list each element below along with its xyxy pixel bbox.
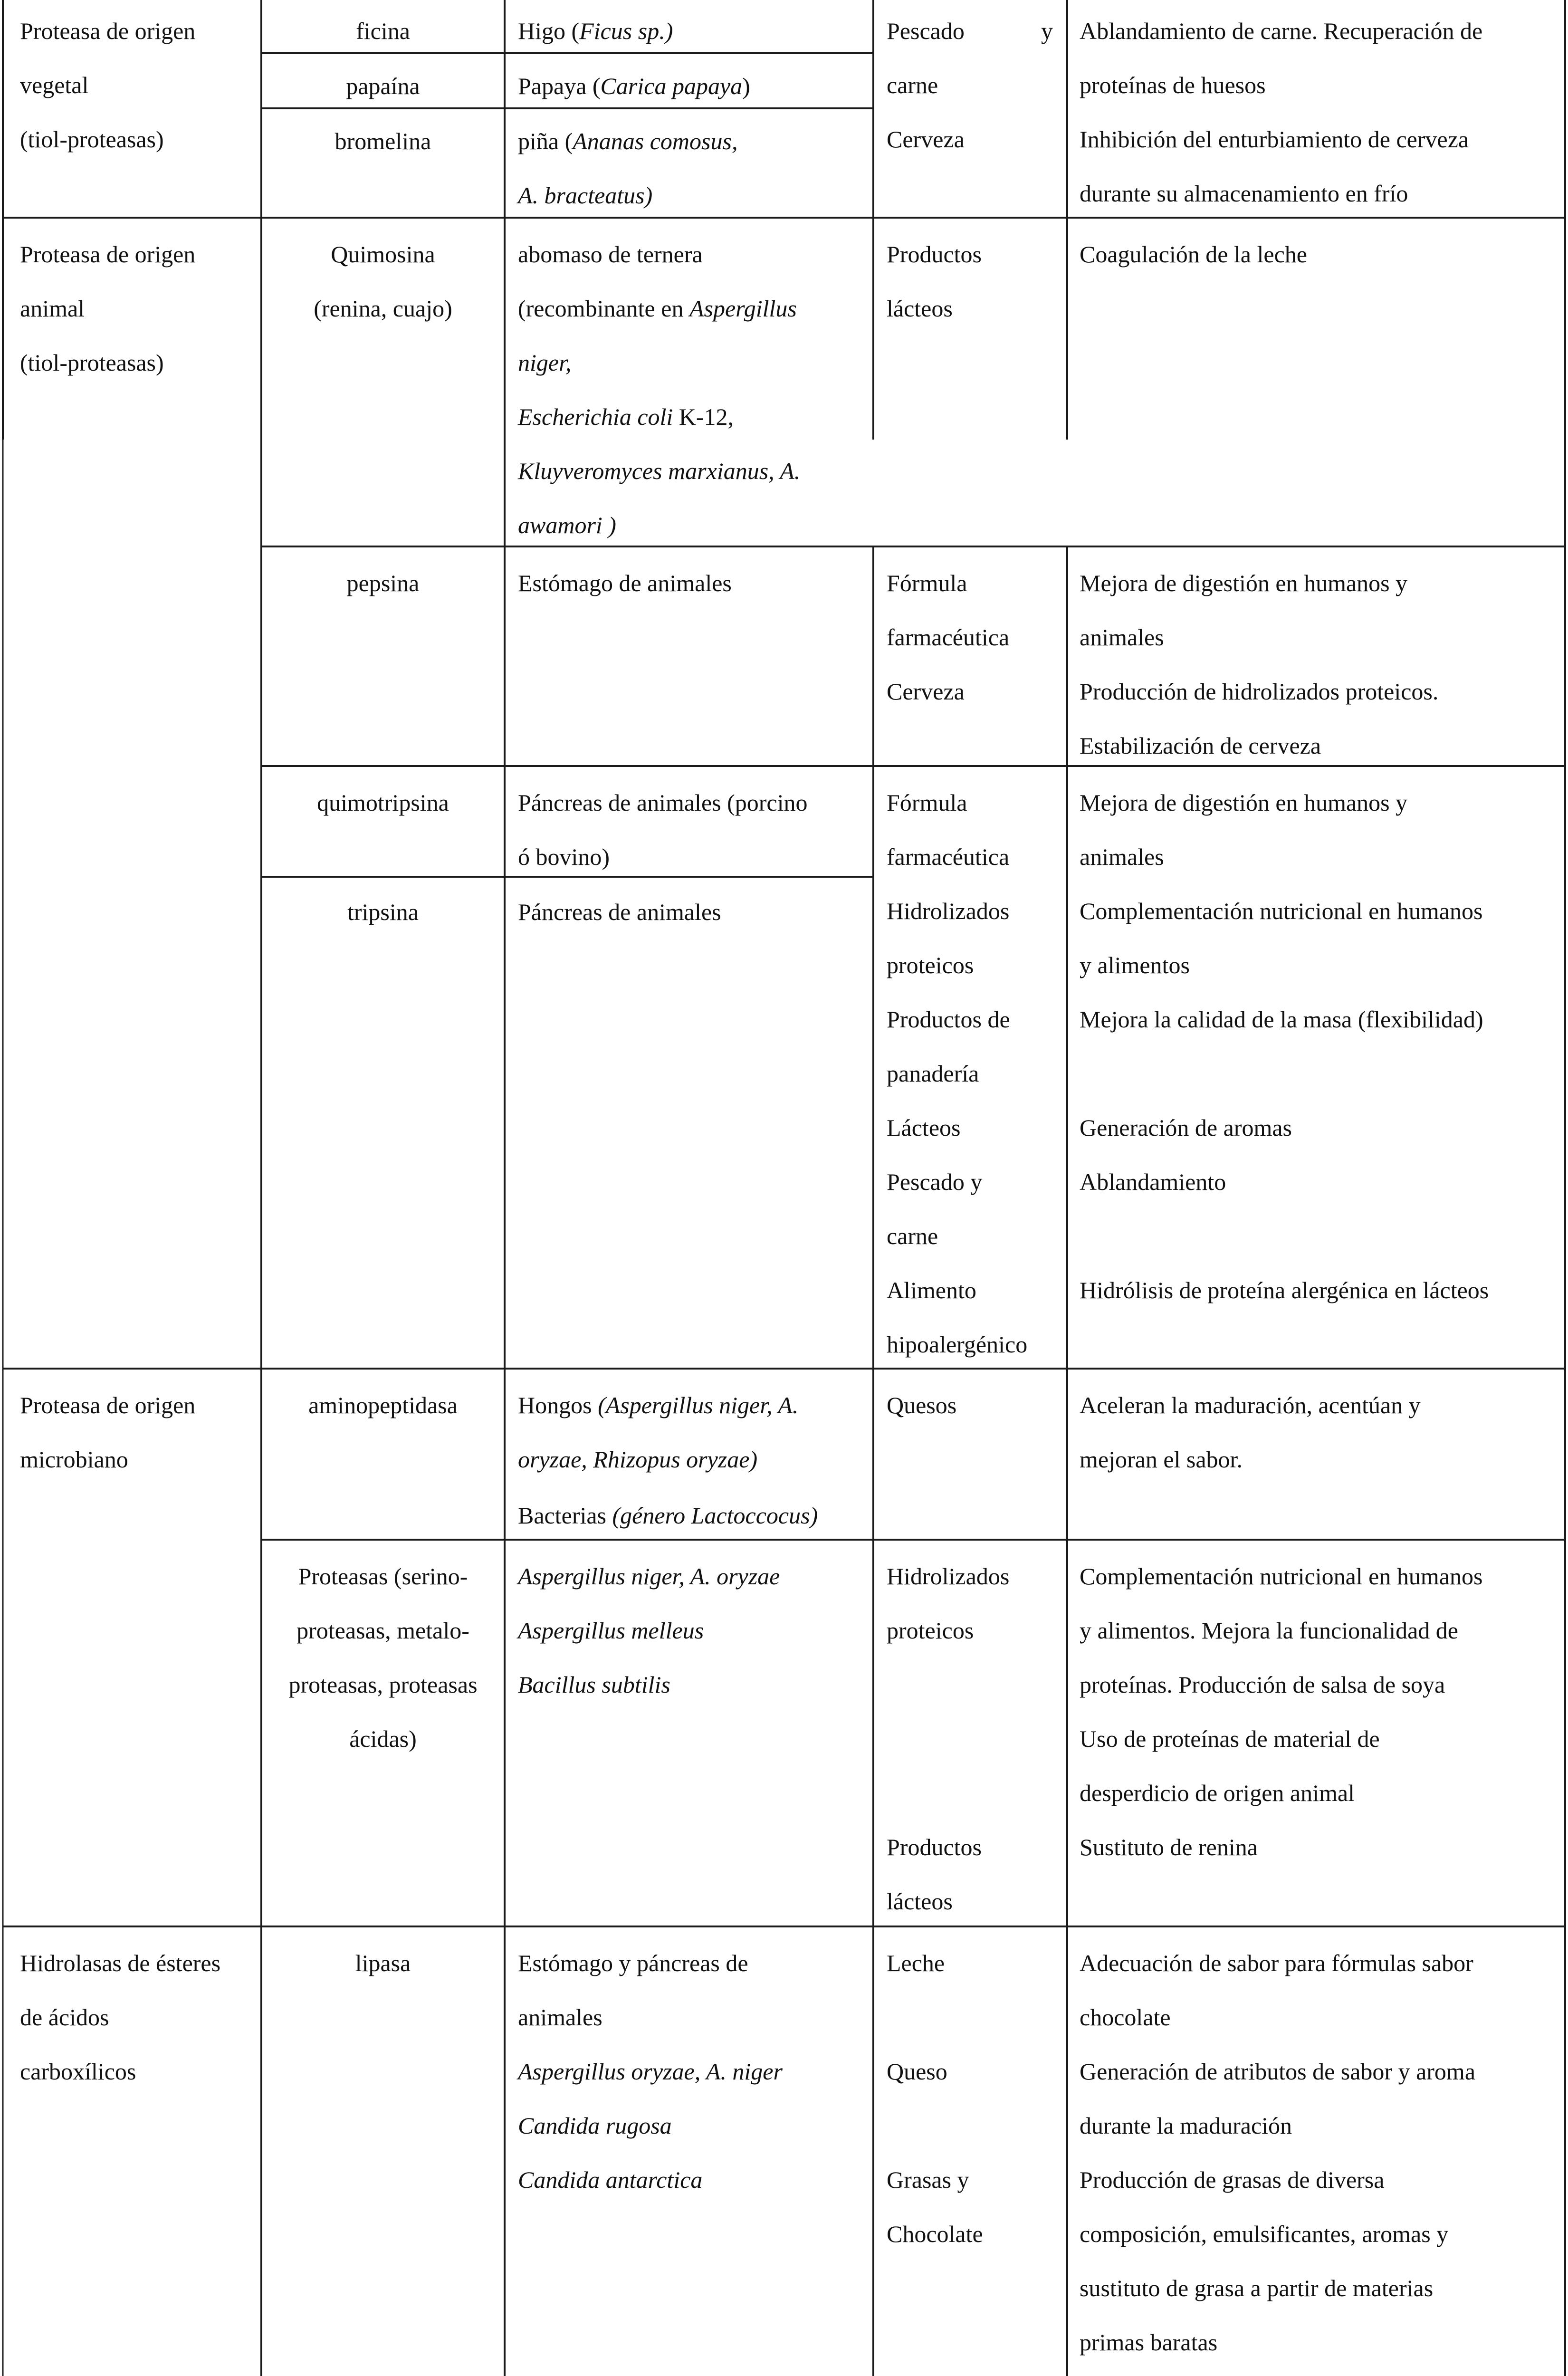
- product-line: carne: [887, 1223, 938, 1249]
- group-label: Hidrolasas de ésteres: [20, 1950, 221, 1976]
- use-line: durante su almacenamiento en frío: [1080, 180, 1408, 207]
- enzyme-name: quimotripsina: [317, 789, 449, 816]
- product-cell-tripsina: [873, 776, 1067, 1371]
- product-line: Cerveza: [887, 678, 965, 705]
- enzyme-name: lipasa: [355, 1950, 411, 1976]
- use-line: Complementación nutricional en humanos: [1080, 898, 1483, 924]
- source-text: A. bracteatus): [518, 182, 653, 209]
- use-line: Mejora de digestión en humanos y: [1080, 570, 1408, 596]
- source-text: awamori ): [518, 512, 616, 538]
- use-line: primas baratas: [1080, 2329, 1218, 2356]
- source-text: piña (Ananas comosus,: [518, 128, 738, 154]
- use-line: Generación de aromas: [1080, 1114, 1292, 1141]
- use-line: Inhibición del enturbiamiento de cerveza: [1080, 126, 1469, 153]
- group-label: animal: [20, 295, 85, 322]
- use-line: Sustituto de renina: [1080, 1834, 1258, 1860]
- product-line: Fórmula: [887, 570, 967, 596]
- source-cell-pepsina: [505, 556, 873, 610]
- source-text: Páncreas de animales: [518, 899, 721, 925]
- product-cell-vegetal: [873, 4, 1067, 166]
- use-line: Uso de proteínas de material de: [1080, 1725, 1380, 1752]
- source-text: (recombinante en Aspergillus: [518, 295, 797, 322]
- source-text: Aspergillus melleus: [518, 1617, 704, 1644]
- product-line: lácteos: [887, 1888, 953, 1915]
- enzyme-name: proteasas, proteasas: [288, 1671, 478, 1698]
- source-text: Candida antarctica: [518, 2166, 703, 2193]
- source-text: Aspergillus oryzae, A. niger: [518, 2058, 783, 2085]
- source-text: Estómago y páncreas de: [518, 1950, 748, 1976]
- product-cell-pepsina: [873, 556, 1067, 719]
- product-line: Grasas y: [887, 2166, 969, 2193]
- use-line: mejoran el sabor.: [1080, 1446, 1243, 1473]
- enzyme-cell-ficina: [261, 4, 505, 58]
- product-line: Fórmula: [887, 789, 967, 816]
- product-line: Hidrolizados: [887, 1563, 1010, 1590]
- group-cell-hidrolasas: [3, 1936, 261, 2098]
- product-line: Leche: [887, 1950, 945, 1976]
- source-cell-papaina: [505, 59, 873, 113]
- group-label: Proteasa de origen: [20, 1392, 196, 1418]
- source-cell-quimotripsina: [505, 776, 873, 884]
- enzyme-cell-tripsina: [261, 885, 505, 939]
- source-text: Estómago de animales: [518, 570, 732, 596]
- group-label: Proteasa de origen: [20, 241, 196, 268]
- product-line-blank: [873, 2261, 1067, 2315]
- product-line: lácteos: [887, 295, 953, 322]
- enzyme-name: papaína: [346, 73, 420, 99]
- use-line: Aceleran la maduración, acentúan y: [1080, 1392, 1421, 1418]
- use-cell-pepsina: [1067, 556, 1565, 773]
- enzyme-name: ficina: [356, 18, 410, 44]
- use-line: animales: [1080, 843, 1164, 870]
- product-line-blank: [873, 1657, 1067, 1712]
- product-line: Hidrolizados: [887, 898, 1010, 924]
- product-line: proteicos: [887, 952, 974, 978]
- enzyme-cell-quimotripsina: [261, 776, 505, 830]
- enzyme-cell-bromelina: [261, 114, 505, 168]
- enzyme-name: Quimosina: [331, 241, 435, 268]
- use-line: Ablandamiento de carne. Recuperación de: [1080, 18, 1483, 44]
- source-text: Bacterias (género Lactoccocus): [518, 1502, 818, 1529]
- source-text: Hongos (Aspergillus niger, A.: [518, 1392, 799, 1418]
- enzyme-name: pepsina: [346, 570, 420, 596]
- product-line: Productos: [887, 241, 982, 268]
- source-text: ó bovino): [518, 843, 610, 870]
- product-line: farmacéutica: [887, 843, 1010, 870]
- enzyme-name: (renina, cuajo): [314, 295, 452, 322]
- source-text: Papaya (Carica papaya): [518, 73, 750, 99]
- group-label: microbiano: [20, 1446, 128, 1473]
- use-cell-tripsina: [1067, 776, 1565, 1317]
- group-label: (tiol-proteasas): [20, 126, 164, 153]
- source-text: Bacillus subtilis: [518, 1671, 670, 1698]
- product-line-blank: [873, 1990, 1067, 2044]
- enzyme-name: Proteasas (serino-: [298, 1563, 468, 1590]
- enzyme-cell-papaina: [261, 59, 505, 113]
- source-cell-quimosina: [505, 227, 873, 552]
- source-text: oryzae, Rhizopus oryzae): [518, 1446, 758, 1473]
- product-line: Chocolate: [887, 2221, 983, 2247]
- enzyme-name: tripsina: [347, 899, 419, 925]
- source-text: Escherichia coli K-12,: [518, 403, 734, 430]
- use-cell-lipasa: [1067, 1936, 1565, 2376]
- enzyme-cell-pepsina: [261, 556, 505, 610]
- use-line: y alimentos: [1080, 952, 1190, 978]
- enzyme-cell-lipasa: [261, 1936, 505, 1990]
- product-line-blank: [873, 1712, 1067, 1766]
- use-line: composición, emulsificantes, aromas y: [1080, 2221, 1449, 2247]
- use-line: Adecuación de sabor para fórmulas sabor: [1080, 1950, 1473, 1976]
- source-text: Candida rugosa: [518, 2112, 672, 2139]
- group-cell-animal: [3, 227, 261, 390]
- product-cell-aminopeptidasa: [873, 1378, 1067, 1432]
- use-line-blank: [1067, 1046, 1565, 1101]
- use-line: animales: [1080, 624, 1164, 651]
- use-line: [1067, 2369, 1565, 2376]
- group-label: carboxílicos: [20, 2058, 136, 2085]
- use-line: sustituto de grasa a partir de materias: [1080, 2275, 1434, 2301]
- enzyme-cell-aminopeptidasa: [261, 1378, 505, 1432]
- use-line: desperdicio de origen animal: [1080, 1780, 1355, 1806]
- enzyme-name: bromelina: [335, 128, 431, 154]
- group-cell-microbiano: [3, 1378, 261, 1486]
- use-line: chocolate: [1080, 2004, 1171, 2031]
- product-line: Alimento: [887, 1277, 976, 1303]
- source-cell-ficina: [505, 4, 873, 58]
- product-line: Quesos: [887, 1392, 957, 1418]
- source-text: abomaso de ternera: [518, 241, 703, 268]
- use-line: Ablandamiento: [1080, 1169, 1226, 1195]
- product-line: Lácteos: [887, 1114, 961, 1141]
- use-cell-vegetal: [1067, 4, 1565, 220]
- product-line: Queso: [887, 2058, 947, 2085]
- use-cell-quimosina: [1067, 227, 1565, 281]
- product-line: [873, 2369, 1067, 2376]
- product-line: Cerveza: [887, 126, 965, 153]
- source-cell-proteasas: [505, 1549, 873, 1712]
- use-line-blank: [1067, 1209, 1565, 1263]
- product-cell-quimosina: [873, 227, 1067, 335]
- product-line: Pescado y: [887, 1169, 983, 1195]
- source-cell-lipasa: [505, 1936, 873, 2207]
- product-line: panadería: [887, 1060, 979, 1087]
- product-line: proteicos: [887, 1617, 974, 1644]
- use-line: Producción de hidrolizados proteicos.: [1080, 678, 1439, 705]
- source-text: Páncreas de animales (porcino: [518, 789, 808, 816]
- product-cell-proteasas: [873, 1549, 1067, 1928]
- source-cell-bromelina: [505, 114, 873, 222]
- use-line: Hidrólisis de proteína alergénica en lácteos: [1080, 1277, 1489, 1303]
- source-text: Kluyveromyces marxianus, A.: [518, 458, 801, 484]
- source-text: Aspergillus niger, A. oryzae: [518, 1563, 780, 1590]
- group-label: Proteasa de origen: [20, 18, 196, 44]
- use-line: y alimentos. Mejora la funcionalidad de: [1080, 1617, 1458, 1644]
- source-text: niger,: [518, 349, 572, 376]
- product-line-blank: [873, 2098, 1067, 2153]
- use-line: proteínas de huesos: [1080, 72, 1266, 98]
- source-text: animales: [518, 2004, 602, 2031]
- group-cell-vegetal: [3, 4, 261, 166]
- product-line: carne: [887, 72, 938, 98]
- use-line: Producción de grasas de diversa: [1080, 2166, 1385, 2193]
- source-text: Higo (Ficus sp.): [518, 18, 673, 44]
- enzyme-name: proteasas, metalo-: [296, 1617, 469, 1644]
- group-label: (tiol-proteasas): [20, 349, 164, 376]
- use-line: Generación de atributos de sabor y aroma: [1080, 2058, 1476, 2085]
- product-line: Productos: [887, 1834, 982, 1860]
- enzyme-name: ácidas): [349, 1725, 417, 1752]
- enzyme-cell-proteasas: [261, 1549, 505, 1766]
- product-line: Pescado y: [887, 18, 1053, 44]
- product-line: hipoalergénico: [887, 1331, 1028, 1358]
- use-cell-aminopeptidasa: [1067, 1378, 1565, 1486]
- product-cell-lipasa: [873, 1936, 1067, 2376]
- source-cell-aminopeptidasa: [505, 1378, 873, 1542]
- source-cell-tripsina: [505, 885, 873, 939]
- enzyme-name: aminopeptidasa: [308, 1392, 458, 1418]
- use-line: Mejora de digestión en humanos y: [1080, 789, 1408, 816]
- use-line: Complementación nutricional en humanos: [1080, 1563, 1483, 1590]
- use-line: Coagulación de la leche: [1080, 241, 1307, 268]
- group-label: de ácidos: [20, 2004, 109, 2031]
- use-line: durante la maduración: [1080, 2112, 1292, 2139]
- use-line: proteínas. Producción de salsa de soya: [1080, 1671, 1445, 1698]
- use-line: Estabilización de cerveza: [1080, 732, 1321, 759]
- use-line: Mejora la calidad de la masa (flexibilidad): [1080, 1006, 1483, 1033]
- product-line-blank: [873, 1766, 1067, 1820]
- use-cell-proteasas: [1067, 1549, 1565, 1874]
- enzyme-cell-quimosina: [261, 227, 505, 335]
- product-line: farmacéutica: [887, 624, 1010, 651]
- group-label: vegetal: [20, 72, 89, 98]
- product-line-blank: [873, 2315, 1067, 2369]
- product-line: Productos de: [887, 1006, 1010, 1033]
